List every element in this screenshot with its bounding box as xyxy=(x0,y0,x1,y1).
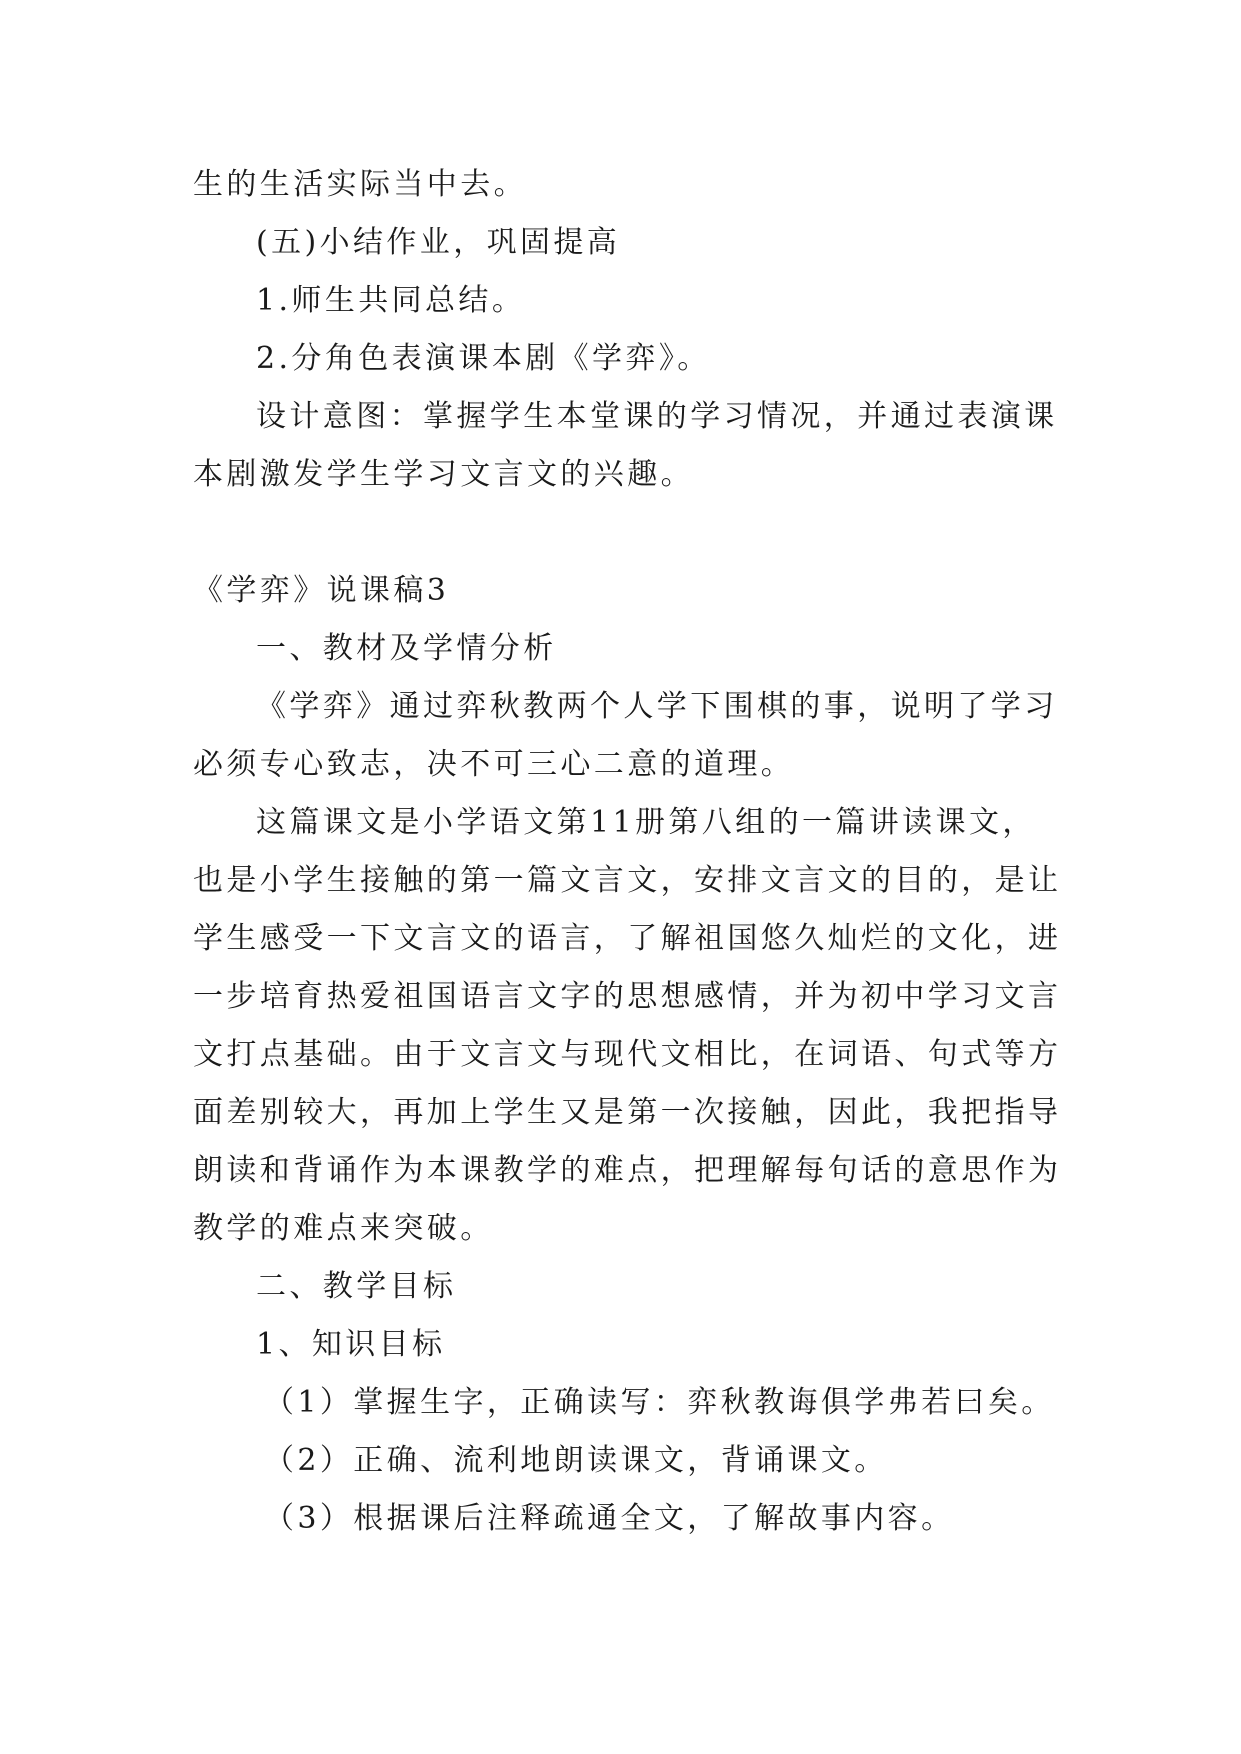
paragraph-line: 面差别较大，再加上学生又是第一次接触，因此，我把指导 xyxy=(193,1095,1062,1130)
paragraph-line: 《学弈》通过弈秋教两个人学下围棋的事，说明了学习 xyxy=(256,689,1058,724)
section-heading: 一、教材及学情分析 xyxy=(256,631,557,666)
paragraph-line: 文打点基础。由于文言文与现代文相比，在词语、句式等方 xyxy=(193,1037,1062,1072)
paragraph-line: 这篇课文是小学语文第11册第八组的一篇讲读课文， xyxy=(256,805,1036,840)
subsection-heading: 1、知识目标 xyxy=(256,1327,446,1362)
list-item: 2.分角色表演课本剧《学弈》。 xyxy=(256,341,711,376)
section-heading: 二、教学目标 xyxy=(256,1269,457,1304)
paragraph-line: 一步培育热爱祖国语言文字的思想感情，并为初中学习文言 xyxy=(193,979,1062,1014)
list-item: 1.师生共同总结。 xyxy=(256,283,526,318)
paragraph-line: 朗读和背诵作为本课教学的难点，把理解每句话的意思作为 xyxy=(193,1153,1062,1188)
section-heading: (五)小结作业，巩固提高 xyxy=(256,225,621,260)
list-item: （1）掌握生字，正确读写：弈秋教诲俱学弗若曰矣。 xyxy=(264,1385,1055,1420)
list-item: （3）根据课后注释疏通全文，了解故事内容。 xyxy=(264,1501,955,1536)
paragraph-line: 学生感受一下文言文的语言，了解祖国悠久灿烂的文化，进 xyxy=(193,921,1062,956)
paragraph-line: 生的生活实际当中去。 xyxy=(193,167,527,202)
paragraph-line: 必须专心致志，决不可三心二意的道理。 xyxy=(193,747,795,782)
document-title: 《学弈》说课稿3 xyxy=(193,573,450,608)
paragraph-line: 也是小学生接触的第一篇文言文，安排文言文的目的，是让 xyxy=(193,863,1062,898)
paragraph-line: 本剧激发学生学习文言文的兴趣。 xyxy=(193,457,694,492)
paragraph-line: 设计意图：掌握学生本堂课的学习情况，并通过表演课 xyxy=(256,399,1058,434)
paragraph-line: 教学的难点来突破。 xyxy=(193,1211,494,1246)
list-item: （2）正确、流利地朗读课文，背诵课文。 xyxy=(264,1443,888,1478)
